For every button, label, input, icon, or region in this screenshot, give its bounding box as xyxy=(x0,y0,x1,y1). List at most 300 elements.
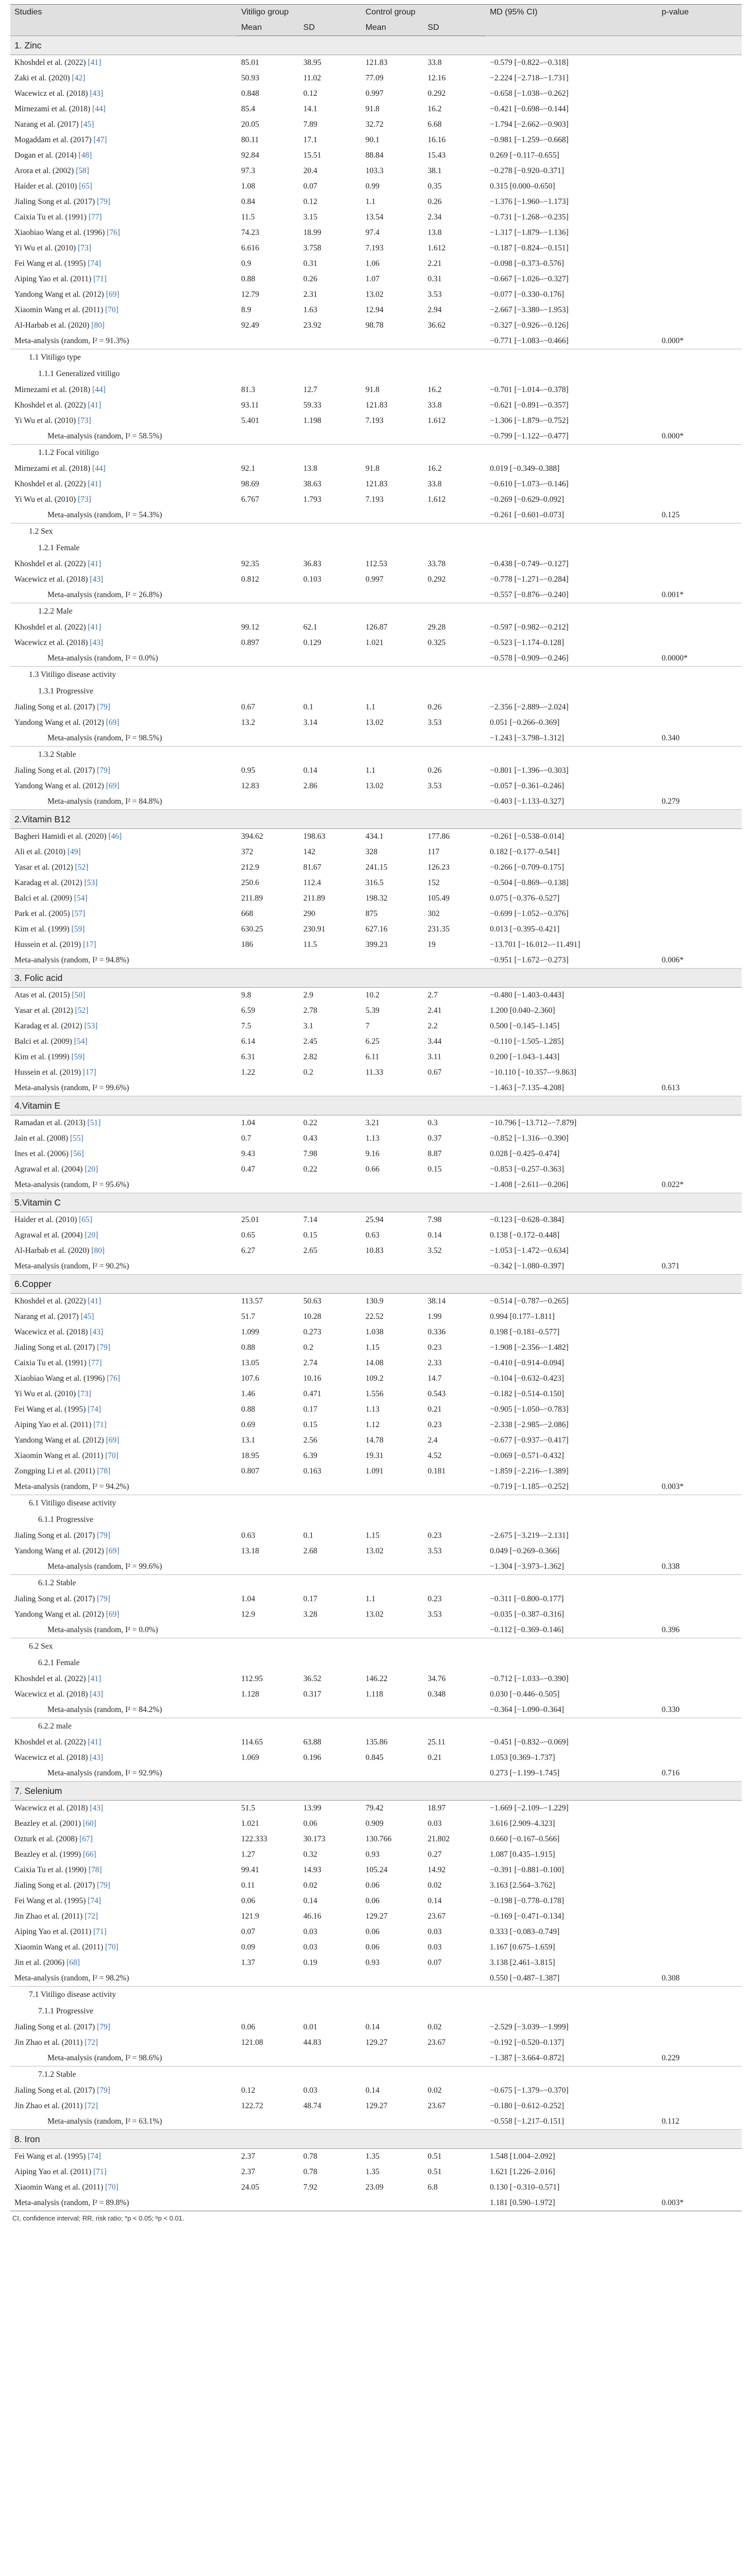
control-mean-cell: 6.25 xyxy=(365,1037,380,1046)
pvalue-cell xyxy=(658,272,742,287)
reference-number[interactable]: [66] xyxy=(81,1850,96,1859)
reference-number[interactable]: [56] xyxy=(69,1149,84,1158)
control-sd-cell: 0.292 xyxy=(428,575,446,584)
control-mean-cell: 1.35 xyxy=(365,2167,380,2176)
pvalue-cell xyxy=(658,2035,742,2050)
reference-number[interactable]: [43] xyxy=(88,1328,104,1336)
reference-number[interactable]: [20] xyxy=(82,1165,98,1174)
reference-number[interactable]: [43] xyxy=(88,575,104,584)
md-ci-cell: 0.182 [−0.177–0.541] xyxy=(489,848,560,856)
vitiligo-mean-cell: 6.59 xyxy=(241,1006,255,1015)
reference-number[interactable]: [41] xyxy=(86,1674,101,1683)
pvalue-cell xyxy=(658,1065,742,1080)
pvalue-cell xyxy=(658,1325,742,1340)
reference-number[interactable]: [79] xyxy=(95,766,110,775)
subgroup-header-row xyxy=(10,1512,742,1528)
study-row xyxy=(10,906,742,922)
pvalue-cell xyxy=(658,1243,742,1259)
meta-analysis-row xyxy=(10,1177,742,1193)
reference-number[interactable]: [70] xyxy=(103,2183,118,2192)
vitiligo-mean-cell: 0.88 xyxy=(241,275,255,283)
study-row xyxy=(10,382,742,398)
reference-number[interactable]: [47] xyxy=(91,135,107,144)
meta-analysis-row xyxy=(10,1259,742,1275)
reference-number[interactable]: [76] xyxy=(105,228,121,237)
reference-number[interactable]: [72] xyxy=(82,2102,98,2110)
pvalue-cell xyxy=(658,1671,742,1687)
pvalue-cell xyxy=(658,382,742,398)
md-ci-cell: 0.049 [−0.269–0.366] xyxy=(489,1547,560,1555)
reference-number[interactable]: [53] xyxy=(82,1022,98,1030)
subgroup-title: 1.2.1 Female xyxy=(38,544,80,552)
reference-number[interactable]: [79] xyxy=(95,2023,110,2031)
reference-number[interactable]: [44] xyxy=(90,105,106,113)
vitiligo-sd-cell: 12.7 xyxy=(303,385,318,394)
reference-number[interactable]: [59] xyxy=(69,925,85,934)
vitiligo-mean-cell: 1.069 xyxy=(241,1753,260,1762)
vitiligo-mean-cell: 0.9 xyxy=(241,259,251,268)
reference-number[interactable]: [45] xyxy=(78,120,94,129)
pvalue-cell xyxy=(658,1146,742,1162)
study-row xyxy=(10,461,742,477)
study-cell: Khoshdel et al. (2022) [41] xyxy=(14,1297,101,1306)
vitiligo-sd-cell xyxy=(299,2050,362,2066)
study-cell: Kim et al. (1999) [59] xyxy=(14,1053,85,1061)
control-mean-cell: 316.5 xyxy=(365,878,384,887)
study-cell: Meta-analysis (random, I² = 90.2%) xyxy=(10,1259,237,1275)
reference-number[interactable]: [51] xyxy=(85,1118,101,1127)
md-ci-cell: −1.669 [−2.109–−1.229] xyxy=(489,1804,569,1812)
study-cell: Yi Wu et al. (2010) [73] xyxy=(14,1389,91,1398)
reference-number[interactable]: [71] xyxy=(91,275,107,283)
reference-number[interactable]: [52] xyxy=(73,1006,89,1015)
md-ci-cell: 0.013 [−0.395–0.421] xyxy=(489,925,560,934)
vitiligo-mean-cell: 394.62 xyxy=(241,832,263,841)
reference-number[interactable]: [69] xyxy=(104,1436,119,1445)
study-row xyxy=(10,635,742,651)
study-cell: Xiaobiao Wang et al. (1996) [76] xyxy=(14,1374,121,1383)
reference-number[interactable]: [50] xyxy=(70,991,86,999)
control-sd-cell: 152 xyxy=(428,878,440,887)
md-ci-cell: −0.701 [−1.014–−0.378] xyxy=(489,385,569,394)
md-ci-cell: 0.138 [−0.172–0.448] xyxy=(489,1231,560,1240)
vitiligo-mean-cell: 80.11 xyxy=(241,135,259,144)
control-mean-cell: 13.02 xyxy=(365,290,384,299)
vitiligo-mean-cell: 1.27 xyxy=(241,1850,255,1859)
study-cell: Wacewicz et al. (2018) [43] xyxy=(14,1753,104,1762)
control-sd-cell xyxy=(423,333,486,349)
reference-number[interactable]: [77] xyxy=(86,213,102,222)
study-cell: Yi Wu et al. (2010) [73] xyxy=(14,416,91,425)
vitiligo-sd-cell: 3.14 xyxy=(303,718,318,727)
reference-number[interactable]: [78] xyxy=(95,1467,111,1476)
reference-number[interactable]: [79] xyxy=(95,1343,110,1352)
meta-analysis-row xyxy=(10,429,742,445)
control-mean-cell xyxy=(362,2195,424,2211)
reference-number[interactable]: [80] xyxy=(89,321,105,330)
study-cell: Yasar et al. (2012) [52] xyxy=(14,1006,89,1015)
study-cell: Jialing Song et al. (2017) [79] xyxy=(14,2086,110,2095)
reference-number[interactable]: [58] xyxy=(74,166,90,175)
reference-number[interactable]: [76] xyxy=(105,1374,121,1383)
study-cell: Jin Zhao et al. (2011) [72] xyxy=(14,2102,98,2110)
study-cell: Yandong Wang et al. (2012) [69] xyxy=(14,1610,119,1619)
control-sd-cell xyxy=(423,1559,486,1575)
md-ci-cell: −0.391 [−0.881–0.100] xyxy=(489,1866,565,1874)
study-cell: Bagheri Hamidi et al. (2020) [46] xyxy=(14,832,122,841)
reference-number[interactable]: [53] xyxy=(82,878,98,887)
reference-number[interactable]: [48] xyxy=(76,151,92,160)
control-mean-cell xyxy=(362,1766,424,1782)
control-sd-cell: 2.94 xyxy=(428,306,442,314)
reference-number[interactable]: [65] xyxy=(77,1215,93,1224)
vitiligo-mean-cell: 1.22 xyxy=(241,1068,255,1077)
vitiligo-sd-cell: 48.74 xyxy=(303,2102,321,2110)
meta-analysis-row xyxy=(10,1559,742,1575)
vitiligo-mean-cell: 5.401 xyxy=(241,416,260,425)
control-sd-cell xyxy=(423,794,486,810)
vitiligo-sd-cell: 1.63 xyxy=(303,306,318,314)
reference-number[interactable]: [79] xyxy=(95,1531,110,1540)
vitiligo-sd-cell: 0.163 xyxy=(303,1467,321,1476)
md-ci-cell: 0.550 [−0.487–1.387] xyxy=(486,1971,658,1987)
reference-number[interactable]: [41] xyxy=(86,401,101,410)
control-mean-cell: 0.06 xyxy=(365,1943,380,1952)
control-mean-cell: 0.845 xyxy=(365,1753,384,1762)
reference-number[interactable]: [45] xyxy=(78,1312,94,1321)
subgroup-title: 1.3.1 Progressive xyxy=(38,687,94,696)
control-sd-cell: 0.02 xyxy=(428,1881,442,1890)
reference-number[interactable]: [73] xyxy=(76,416,91,425)
control-sd-cell: 23.67 xyxy=(428,2038,446,2047)
reference-number[interactable]: [79] xyxy=(95,703,110,711)
control-mean-cell: 7.193 xyxy=(365,416,384,425)
header-studies: Studies xyxy=(10,5,237,36)
reference-number[interactable]: [73] xyxy=(76,1389,91,1398)
reference-number[interactable]: [17] xyxy=(81,940,96,949)
reference-number[interactable]: [68] xyxy=(64,1958,80,1967)
control-mean-cell xyxy=(362,1080,424,1096)
vitiligo-sd-cell xyxy=(299,953,362,969)
study-row xyxy=(10,1294,742,1310)
md-ci-cell: −0.421 [−0.698–−0.144] xyxy=(489,105,569,113)
study-cell: Mirnezami et al. (2018) [44] xyxy=(14,105,106,113)
control-mean-cell xyxy=(362,2050,424,2066)
vitiligo-mean-cell: 8.9 xyxy=(241,306,251,314)
vitiligo-sd-cell: 6.39 xyxy=(303,1451,318,1460)
study-cell: Meta-analysis (random, I² = 58.5%) xyxy=(10,429,237,445)
reference-number[interactable]: [57] xyxy=(70,909,86,918)
vitiligo-sd-cell: 0.129 xyxy=(303,638,321,647)
vitiligo-mean-cell xyxy=(237,1559,299,1575)
study-cell: Yandong Wang et al. (2012) [69] xyxy=(14,718,119,727)
vitiligo-sd-cell: 18.99 xyxy=(303,228,321,237)
control-sd-cell: 0.67 xyxy=(428,1068,442,1077)
study-row xyxy=(10,1212,742,1228)
reference-number[interactable]: [41] xyxy=(86,1738,101,1747)
md-ci-cell: 0.030 [−0.446–0.505] xyxy=(489,1690,560,1699)
control-sd-cell: 2.34 xyxy=(428,213,442,222)
pvalue-cell: 0.112 xyxy=(658,2114,742,2130)
subgroup-title: 1.2 Sex xyxy=(29,527,53,536)
reference-number[interactable]: [69] xyxy=(104,718,119,727)
vitiligo-mean-cell: 81.3 xyxy=(241,385,255,394)
pvalue-cell: 0.716 xyxy=(658,1766,742,1782)
reference-number[interactable]: [41] xyxy=(86,58,101,67)
study-row xyxy=(10,1003,742,1019)
reference-number[interactable]: [74] xyxy=(86,2152,101,2161)
study-cell: Agrawal et al. (2004) [20] xyxy=(14,1231,98,1240)
reference-number[interactable]: [20] xyxy=(82,1231,98,1240)
md-ci-cell: 0.198 [−0.181–0.577] xyxy=(489,1328,560,1336)
reference-number[interactable]: [42] xyxy=(70,74,86,82)
reference-number[interactable]: [44] xyxy=(90,464,106,473)
study-row xyxy=(10,1034,742,1049)
reference-number[interactable]: [79] xyxy=(95,1595,110,1603)
reference-number[interactable]: [46] xyxy=(106,832,122,841)
control-sd-cell: 0.23 xyxy=(428,1420,442,1429)
reference-number[interactable]: [69] xyxy=(104,1547,119,1555)
reference-number[interactable]: [69] xyxy=(104,782,119,790)
reference-number[interactable]: [44] xyxy=(90,385,106,394)
reference-number[interactable]: [71] xyxy=(91,1420,107,1429)
reference-number[interactable]: [74] xyxy=(86,259,101,268)
reference-number[interactable]: [79] xyxy=(95,197,110,206)
vitiligo-sd-cell xyxy=(299,2114,362,2130)
md-ci-cell: −10.110 [−10.357–−9.863] xyxy=(489,1068,576,1077)
control-sd-cell: 0.181 xyxy=(428,1467,446,1476)
study-row xyxy=(10,937,742,953)
control-mean-cell: 79.42 xyxy=(365,1804,384,1812)
control-mean-cell: 7 xyxy=(365,1022,370,1030)
reference-number[interactable]: [43] xyxy=(88,89,104,98)
vitiligo-mean-cell: 121.08 xyxy=(241,2038,263,2047)
reference-number[interactable]: [60] xyxy=(81,1819,96,1828)
control-sd-cell: 2.7 xyxy=(428,991,438,999)
vitiligo-sd-cell: 38.63 xyxy=(303,480,321,488)
control-sd-cell: 0.26 xyxy=(428,197,442,206)
md-ci-cell: −0.719 [−1.185–−0.252] xyxy=(486,1479,658,1495)
study-cell: Jain et al. (2008) [55] xyxy=(14,1134,83,1143)
control-sd-cell: 0.07 xyxy=(428,1958,442,1967)
study-row xyxy=(10,2020,742,2035)
vitiligo-mean-cell: 1.021 xyxy=(241,1819,260,1828)
control-mean-cell: 0.997 xyxy=(365,89,384,98)
study-row xyxy=(10,1355,742,1371)
header-vitiligo-sd: SD xyxy=(299,20,362,36)
reference-number[interactable]: [43] xyxy=(88,638,104,647)
control-sd-cell: 0.23 xyxy=(428,1343,442,1352)
vitiligo-sd-cell: 10.16 xyxy=(303,1374,321,1383)
pvalue-cell xyxy=(658,2098,742,2114)
reference-number[interactable]: [77] xyxy=(86,1359,102,1367)
md-ci-cell: −0.187 [−0.824–−0.151] xyxy=(489,244,569,252)
vitiligo-mean-cell: 2.37 xyxy=(241,2167,255,2176)
vitiligo-mean-cell: 0.812 xyxy=(241,575,260,584)
section-title: 2.Vitamin B12 xyxy=(10,810,742,829)
study-cell: Karadag et al. (2012) [53] xyxy=(14,1022,98,1030)
reference-number[interactable]: [52] xyxy=(73,863,89,872)
pvalue-cell: 0.330 xyxy=(658,1702,742,1718)
reference-number[interactable]: [80] xyxy=(89,1246,105,1255)
pvalue-cell xyxy=(658,86,742,101)
md-ci-cell: −1.859 [−2.216–−1.389] xyxy=(489,1467,569,1476)
study-cell: Fei Wang et al. (1995) [74] xyxy=(14,1896,101,1905)
pvalue-cell xyxy=(658,1340,742,1355)
study-cell: Meta-analysis (random, I² = 94.8%) xyxy=(10,953,237,969)
vitiligo-mean-cell xyxy=(237,1766,299,1782)
vitiligo-mean-cell: 7.5 xyxy=(241,1022,251,1030)
study-cell: Ines et al. (2006) [56] xyxy=(14,1149,84,1158)
reference-number[interactable]: [74] xyxy=(86,1896,101,1905)
study-cell: Jialing Song et al. (2017) [79] xyxy=(14,1531,110,1540)
reference-number[interactable]: [54] xyxy=(72,1037,88,1046)
reference-number[interactable]: [79] xyxy=(95,1881,110,1890)
pvalue-cell: 0.613 xyxy=(658,1080,742,1096)
pvalue-cell: 0.0000* xyxy=(658,651,742,667)
study-cell: Narang et al. (2017) [45] xyxy=(14,120,94,129)
control-sd-cell: 0.03 xyxy=(428,1927,442,1936)
study-cell: Khoshdel et al. (2022) [41] xyxy=(14,623,101,632)
md-ci-cell: −1.794 [−2.662–−0.903] xyxy=(489,120,569,129)
control-sd-cell xyxy=(423,507,486,523)
vitiligo-sd-cell: 0.14 xyxy=(303,1896,318,1905)
vitiligo-sd-cell: 0.17 xyxy=(303,1595,318,1603)
pvalue-cell xyxy=(658,1003,742,1019)
subgroup-header-row xyxy=(10,1987,742,2004)
reference-number[interactable]: [59] xyxy=(69,1053,85,1061)
vitiligo-mean-cell: 0.897 xyxy=(241,638,260,647)
md-ci-cell: −1.908 [−2.356–−1.482] xyxy=(489,1343,569,1352)
reference-number[interactable]: [43] xyxy=(88,1804,104,1812)
md-ci-cell: −0.278 [−0.920–0.371] xyxy=(489,166,565,175)
pvalue-cell xyxy=(658,1386,742,1402)
study-cell: Dogan et al. (2014) [48] xyxy=(14,151,92,160)
reference-number[interactable]: [69] xyxy=(104,1610,119,1619)
control-sd-cell xyxy=(423,2114,486,2130)
vitiligo-sd-cell: 2.74 xyxy=(303,1359,318,1367)
control-mean-cell: 1.13 xyxy=(365,1134,380,1143)
reference-number[interactable]: [73] xyxy=(76,495,91,504)
pvalue-cell xyxy=(658,194,742,210)
study-cell: Meta-analysis (random, I² = 0.0%) xyxy=(10,1622,237,1638)
control-mean-cell: 1.1 xyxy=(365,1595,375,1603)
reference-number[interactable]: [71] xyxy=(91,2167,107,2176)
control-mean-cell: 130.9 xyxy=(365,1297,384,1306)
control-mean-cell: 1.15 xyxy=(365,1531,380,1540)
md-ci-cell: 0.660 [−0.167–0.566] xyxy=(489,1835,560,1843)
reference-number[interactable]: [65] xyxy=(77,182,93,191)
reference-number[interactable]: [70] xyxy=(103,306,118,314)
vitiligo-sd-cell: 0.78 xyxy=(303,2152,318,2161)
md-ci-cell: −1.387 [−3.664–0.872] xyxy=(486,2050,658,2066)
study-cell: Meta-analysis (random, I² = 99.6%) xyxy=(10,1080,237,1096)
reference-number[interactable]: [79] xyxy=(95,2086,110,2095)
reference-number[interactable]: [70] xyxy=(103,1943,118,1952)
control-mean-cell: 22.52 xyxy=(365,1312,384,1321)
md-ci-cell: −0.557 [−0.876–−0.240] xyxy=(486,587,658,603)
reference-number[interactable]: [67] xyxy=(77,1835,93,1843)
reference-number[interactable]: [54] xyxy=(72,894,88,903)
vitiligo-sd-cell xyxy=(299,507,362,523)
reference-number[interactable]: [41] xyxy=(86,623,101,632)
vitiligo-sd-cell: 142 xyxy=(303,848,316,856)
subgroup-title: 6.2.2 male xyxy=(38,1722,72,1731)
reference-number[interactable]: [78] xyxy=(86,1866,102,1874)
reference-number[interactable]: [41] xyxy=(86,560,101,568)
control-sd-cell: 38.14 xyxy=(428,1297,446,1306)
vitiligo-sd-cell: 0.273 xyxy=(303,1328,321,1336)
vitiligo-mean-cell: 121.9 xyxy=(241,1912,260,1921)
vitiligo-mean-cell: 0.07 xyxy=(241,1927,255,1936)
study-cell: Meta-analysis (random, I² = 84.2%) xyxy=(10,1702,237,1718)
pvalue-cell xyxy=(658,225,742,241)
md-ci-cell: −0.198 [−0.778–0.178] xyxy=(489,1896,565,1905)
section-header-row xyxy=(10,1275,742,1294)
vitiligo-mean-cell: 2.37 xyxy=(241,2152,255,2161)
control-mean-cell: 23.09 xyxy=(365,2183,384,2192)
pvalue-cell: 0.371 xyxy=(658,1259,742,1275)
meta-analysis-row xyxy=(10,2050,742,2066)
study-row xyxy=(10,2035,742,2050)
reference-number[interactable]: [49] xyxy=(65,848,81,856)
subgroup-title: 7.1 Vitiligo disease activity xyxy=(29,1990,116,1999)
subgroup-title: 7.1.2 Stable xyxy=(38,2070,76,2079)
reference-number[interactable]: [70] xyxy=(103,1451,118,1460)
vitiligo-sd-cell: 211.89 xyxy=(303,894,325,903)
vitiligo-mean-cell xyxy=(237,953,299,969)
reference-number[interactable]: [17] xyxy=(81,1068,96,1077)
study-row xyxy=(10,1131,742,1146)
control-mean-cell: 105.24 xyxy=(365,1866,388,1874)
header-pvalue: p-value xyxy=(658,5,742,36)
meta-analysis-row xyxy=(10,507,742,523)
reference-number[interactable]: [41] xyxy=(86,1297,101,1306)
study-cell: Meta-analysis (random, I² = 92.9%) xyxy=(10,1766,237,1782)
control-mean-cell: 328 xyxy=(365,848,378,856)
control-mean-cell xyxy=(362,794,424,810)
pvalue-cell xyxy=(658,2020,742,2035)
md-ci-cell: −0.771 [−1.083–−0.466] xyxy=(486,333,658,349)
reference-number[interactable]: [41] xyxy=(86,480,101,488)
pvalue-cell xyxy=(658,1019,742,1034)
reference-number[interactable]: [43] xyxy=(88,1690,104,1699)
md-ci-cell: −0.410 [−0.914–0.094] xyxy=(489,1359,565,1367)
md-ci-cell: 0.315 [0.000–0.650] xyxy=(489,182,555,191)
md-ci-cell: −0.438 [−0.749–−0.127] xyxy=(489,560,569,568)
vitiligo-sd-cell: 20.4 xyxy=(303,166,318,175)
study-cell: Xiaobiao Wang et al. (1996) [76] xyxy=(14,228,121,237)
section-header-row xyxy=(10,1193,742,1212)
section-header-row xyxy=(10,1782,742,1801)
reference-number[interactable]: [69] xyxy=(104,290,119,299)
reference-number[interactable]: [43] xyxy=(88,1753,104,1762)
reference-number[interactable]: [74] xyxy=(86,1405,101,1414)
reference-number[interactable]: [71] xyxy=(91,1927,107,1936)
pvalue-cell xyxy=(658,1607,742,1622)
reference-number[interactable]: [72] xyxy=(82,1912,98,1921)
vitiligo-sd-cell: 0.78 xyxy=(303,2167,318,2176)
pvalue-cell xyxy=(658,1801,742,1817)
vitiligo-sd-cell: 36.52 xyxy=(303,1674,321,1683)
control-sd-cell: 231.35 xyxy=(428,925,450,934)
reference-number[interactable]: [55] xyxy=(68,1134,83,1143)
reference-number[interactable]: [73] xyxy=(76,244,91,252)
subgroup-title: 1.1.1 Generalized vitiligo xyxy=(38,369,120,378)
study-row xyxy=(10,1735,742,1750)
reference-number[interactable]: [72] xyxy=(82,2038,98,2047)
pvalue-cell xyxy=(658,1909,742,1924)
